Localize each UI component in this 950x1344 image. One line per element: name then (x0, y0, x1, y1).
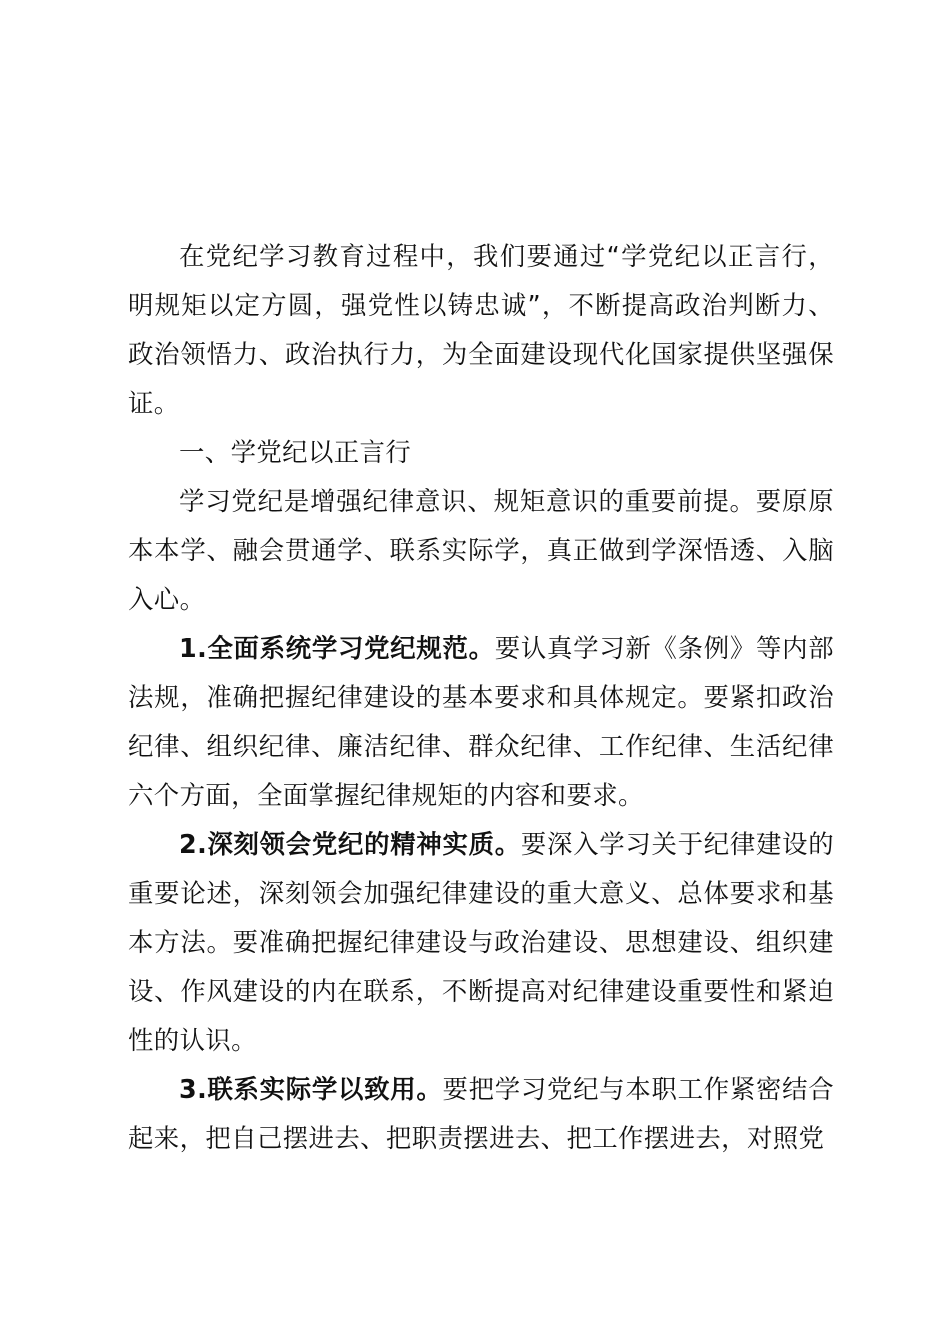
document-body (128, 232, 834, 1163)
item-text: 要把学习党纪与本职工作紧密结合起来，把自己摆进去、把职责摆进去、把工作摆进去，对照党 (128, 1074, 835, 1153)
item-lead: 1.全面系统学习党纪规范。 (179, 633, 495, 663)
section-heading: 一、学党纪以正言行 (179, 437, 412, 467)
section-paragraph: 学习党纪是增强纪律意识、规矩意识的重要前提。要原原本本学、融会贯通学、联系实际学，真正做到学深悟透、入脑入心。 (128, 486, 834, 614)
intro-paragraph: 在党纪学习教育过程中，我们要通过“学党纪以正言行，明规矩以定方圆，强党性以铸忠诚”，不断提高政治判断力、政治领悟力、政治执行力，为全面建设现代化国家提供坚强保证。 (128, 241, 834, 418)
item-lead: 2.深刻领会党纪的精神实质。 (179, 829, 521, 859)
item-lead: 3.联系实际学以致用。 (179, 1074, 443, 1104)
list-item (128, 1065, 834, 1163)
list-item (128, 624, 834, 820)
item-text: 要认真学习新《条例》等内部法规，准确把握纪律建设的基本要求和具体规定。要紧扣政治纪律、组织纪律、廉洁纪律、群众纪律、工作纪律、生活纪律六个方面，全面掌握纪律规矩的内容和要求。 (128, 633, 834, 810)
item-text: 要深入学习关于纪律建设的重要论述，深刻领会加强纪律建设的重大意义、总体要求和基本方法。要准确把握纪律建设与政治建设、思想建设、组织建设、作风建设的内在联系，不断提高对纪律建设重要性和紧迫性的认识。 (128, 829, 834, 1055)
list-item (128, 820, 834, 1065)
